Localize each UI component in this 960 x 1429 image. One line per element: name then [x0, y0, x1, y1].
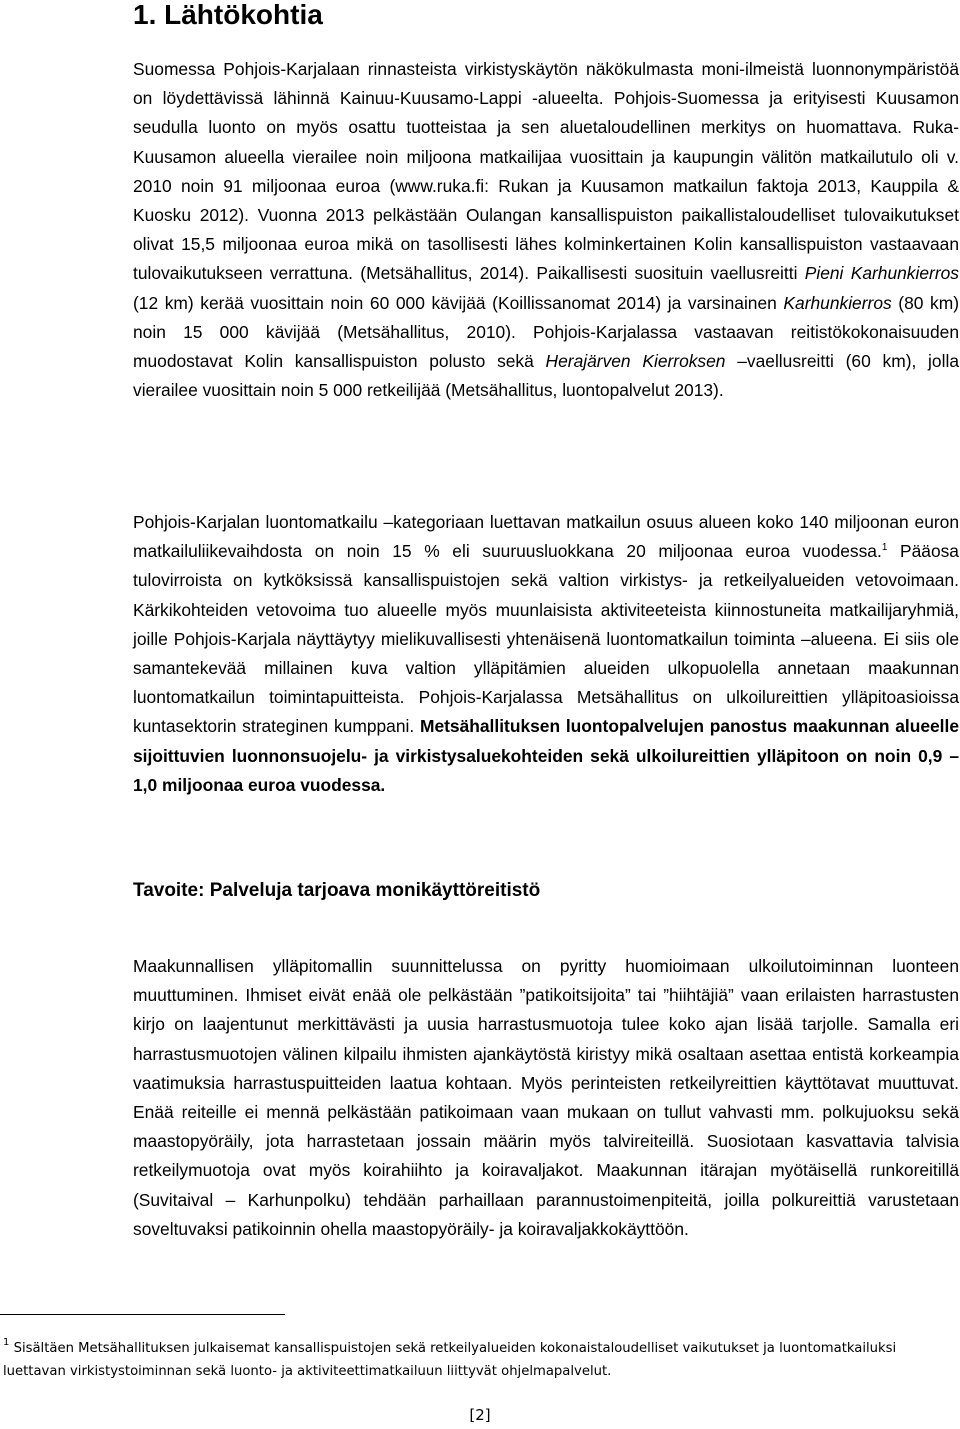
section-heading: 1. Lähtökohtia: [133, 0, 323, 30]
footnote: [3, 1337, 953, 1383]
p2-text-2: Pääosa tulovirroista on kytköksissä kansallispuistojen sekä valtion virkistys- ja retkeilyalueiden vetovoimaan. Kärkikohteiden vetovoima tuo alueelle myös muunlaisista aktiviteeteista kiinnostuneita matkailijaryhmiä, joille Pohjois-Karjala näyttäytyy mielikuvallisesti yhtenäisenä luontomatkailun toiminta –alueena. Ei siis ole samantekevää millainen kuva valtion ylläpitämien alueiden ulkopuolella annetaan maakunnan luontomatkailun toimintapuitteista. Pohjois-Karjalassa Metsähallitus on ulkoilureittien ylläpitoasioissa kuntasektorin strateginen kumppani.: [133, 541, 959, 737]
footnote-reference[interactable]: 1: [881, 542, 888, 554]
paragraph-1: [133, 55, 959, 405]
footnote-separator: [0, 1314, 285, 1315]
footnote-text: Sisältäen Metsähallituksen julkaisemat kansallispuistojen sekä retkeilyalueiden kokonaistaloudelliset vaikutukset ja luontomatkailuksi luettavan virkistystoiminnan sekä luonto- ja aktiviteettimatkailuun liittyvät ohjelmapalvelut.: [3, 1341, 897, 1379]
p1-italic-karhunkierros: Karhunkierros: [783, 292, 892, 313]
paragraph-3: Maakunnallisen ylläpitomallin suunnittelussa on pyritty huomioimaan ulkoilutoiminnan luonteen muuttuminen. Ihmiset eivät enää ole pelkästään ”patikoitsijoita” tai ”hiihtäjiä” vaan erilaisten harrastusten kirjo on laajentunut merkittävästi ja uusia harrastusmuotoja tulee koko ajan lisää tarjolle. Samalla eri harrastusmuotojen välinen kilpailu ihmisten ajankäytöstä kiristyy mikä osaltaan asettaa entistä korkeampia vaatimuksia harrastuspuitteiden laatua kohtaan. Myös perinteisten retkeilyreittien käyttötavat muuttuvat. Enää reiteille ei mennä pelkästään patikoimaan vaan mukaan on tullut vahvasti mm. polkujuoksu sekä maastopyöräily, jota harrastetaan jossain määrin myös talvireiteillä. Suosiotaan kasvattavia talvisia retkeilymuotoja ovat myös koirahiihto ja koiravaljakot. Maakunnan itärajan myötäisellä runkoreitillä (Suvitaival – Karhunpolku) tehdään parhaillaan parannustoimenpiteitä, joilla polkureittiä varustetaan soveltuvaksi patikoinnin ohella maastopyöräily- ja koiravaljakkokäyttöön.: [133, 956, 959, 1239]
p1-text-2: (12 km) kerää vuosittain noin 60 000 kävijää (Koillissanomat 2014) ja varsinainen: [133, 292, 784, 313]
p1-text-1: Suomessa Pohjois-Karjalaan rinnasteista virkistyskäytön näkökulmasta moni-ilmeistä luonnonympäristöä on löydettävissä lähinnä Kainuu-Kuusamo-Lappi -alueelta. Pohjois-Suomessa ja erityisesti Kuusamon seudulla luonto on myös osattu tuotteistaa ja sen aluetaloudellinen merkitys on huomattava. Ruka-Kuusamon alueella vierailee noin miljoona matkailijaa vuosittain ja kaupungin välitön matkailutulo oli v. 2010 noin 91 miljoonaa euroa (www.ruka.fi: Rukan ja Kuusamon matkailun faktoja 2013, Kauppila & Kuosku 2012). Vuonna 2013 pelkästään Oulangan kansallispuiston paikallistaloudelliset tulovaikutukset olivat 15,5 miljoonaa euroa mikä on tasollisesti lähes kolminkertainen Kolin kansallispuiston vastaavaan tulovaikutukseen verrattuna. (Metsähallitus, 2014). Paikallisesti suosituin vaellusreitti: [133, 59, 959, 284]
footnote-marker: 1: [3, 1337, 10, 1348]
p2-bold-text: Metsähallituksen luontopalvelujen panostus maakunnan alueelle sijoittuvien luonnonsuojelu- ja virkistysaluekohteiden sekä ulkoilureittien ylläpitoon on noin 0,9 – 1,0 miljoonaa euroa vuodessa.: [133, 716, 960, 795]
p1-italic-herajarven-kierroksen: Herajärven Kierroksen: [545, 351, 726, 372]
page-number: [2]: [469, 1406, 491, 1424]
p1-text-4: –vaellusreitti (60 km), jolla vierailee vuosittain noin 5 000 retkeilijää (Metsähallitus, luontopalvelut 2013).: [133, 351, 959, 401]
p1-text-3: (80 km) noin 15 000 kävijää (Metsähallitus, 2010). Pohjois-Karjalassa vastaavan reitistökokonaisuuden muodostavat Kolin kansallispuiston polusto sekä: [133, 292, 959, 372]
p2-text-1: Pohjois-Karjalan luontomatkailu –kategoriaan luettavan matkailun osuus alueen koko 140 miljoonan euron matkailuliikevaihdosta on noin 15 % eli suuruusluokkana 20 miljoonaa euroa vuodessa.: [133, 512, 959, 562]
subheading: Tavoite: Palveluja tarjoava monikäyttöreitistö: [133, 880, 541, 901]
p1-italic-pieni-karhunkierros: Pieni Karhunkierros: [804, 263, 959, 284]
paragraph-2: [133, 508, 959, 800]
